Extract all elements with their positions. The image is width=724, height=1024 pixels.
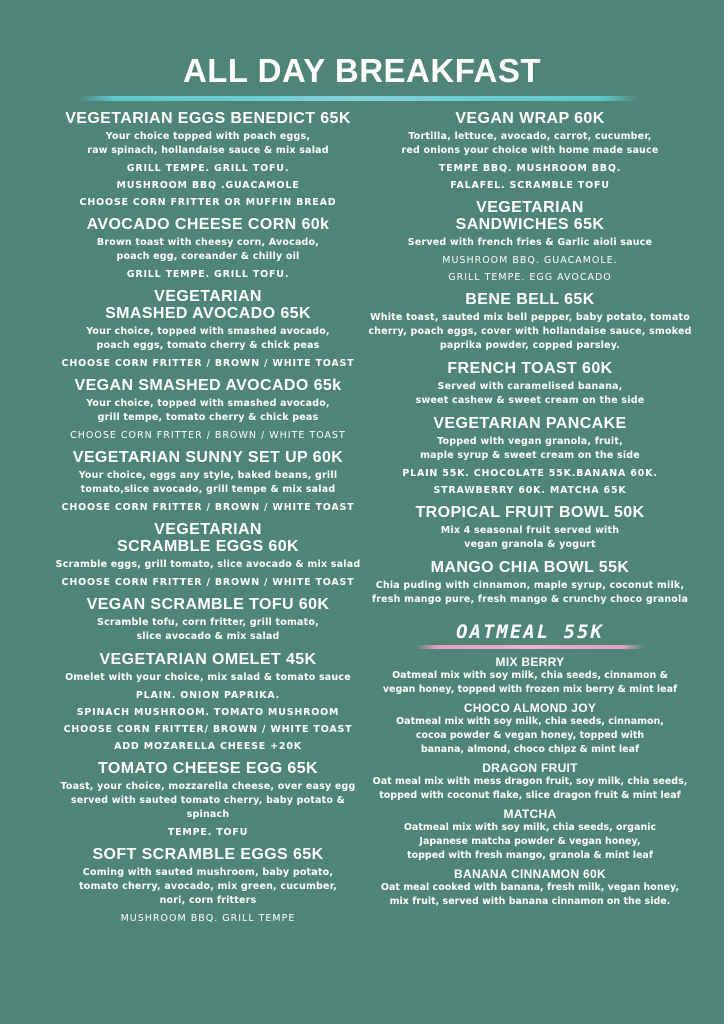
item-name: [365, 291, 695, 308]
item-name-line: TOMATO CHEESE EGG 65K: [97, 760, 318, 777]
item-description: fresh mango pure, fresh mango & crunchy choco granola: [371, 594, 689, 605]
item-description: sweet cashew & sweet cream on the side: [415, 395, 645, 406]
item-name-line: VEGETARIAN PANCAKE: [433, 415, 627, 432]
oatmeal-description-line: cocoa powder & vegan honey, topped with: [415, 730, 645, 741]
oatmeal-item-description: [365, 821, 695, 863]
item-description: Your choice, topped with smashed avocado,: [86, 398, 330, 409]
menu-item: [52, 651, 364, 753]
item-name-line: SANDWICHES 65K: [455, 216, 605, 233]
item-description: tomato,slice avocado, grill tempe & mix salad: [80, 484, 336, 495]
item-options: CHOOSE CORN FRITTER / BROWN / WHITE TOAST: [61, 577, 355, 588]
item-options: CHOOSE CORN FRITTER / BROWN / WHITE TOAST: [70, 430, 346, 441]
item-options: MUSHROOM BBQ. GRILL TEMPE: [120, 913, 296, 924]
item-options: CHOOSE CORN FRITTER / BROWN / WHITE TOAST: [61, 502, 355, 513]
item-description: maple syrup & sweet cream on the side: [420, 450, 640, 461]
item-name: [52, 521, 364, 555]
title-underline: [78, 96, 638, 101]
item-description: Scramble eggs, grill tomato, slice avocado & mix salad: [55, 559, 361, 570]
item-name: [365, 504, 695, 521]
oatmeal-description-line: Oatmeal mix with soy milk, chia seeds, cinnamon &: [392, 670, 668, 681]
item-description: vegan granola & yogurt: [464, 539, 596, 550]
item-name: [365, 110, 695, 127]
item-options: CHOOSE CORN FRITTER/ BROWN / WHITE TOAST: [63, 724, 353, 735]
oatmeal-item-name: BANANA CINNAMON 60K: [454, 867, 606, 881]
item-name-line: VEGAN SCRAMBLE TOFU 60K: [86, 596, 330, 613]
item-name-line: MANGO CHIA BOWL 55K: [430, 559, 630, 576]
item-options: PLAIN. ONION PAPRIKA.: [135, 690, 281, 701]
item-name: [52, 216, 364, 233]
item-name-line: VEGETARIAN EGGS BENEDICT 65K: [65, 110, 351, 127]
item-description: poach egg, coreander & chilly oil: [116, 251, 300, 262]
item-description: Your choice, eggs any style, baked beans, grill: [78, 470, 338, 481]
oatmeal-description-line: topped with fresh mango, granola & mint leaf: [407, 850, 653, 861]
item-options: GRILL TEMPE. GRILL TOFU.: [126, 163, 290, 174]
item-name-line: VEGAN WRAP 60K: [455, 110, 605, 127]
item-description: poach eggs, tomato cherry & chick peas: [96, 340, 320, 351]
menu-item: [52, 521, 364, 589]
item-options: GRILL TEMPE. EGG AVOCADO: [448, 272, 612, 283]
item-options: SPINACH MUSHROOM. TOMATO MUSHROOM: [76, 707, 340, 718]
item-options: MUSHROOM BBQ .GUACAMOLE: [116, 180, 300, 191]
item-name: [52, 288, 364, 322]
menu-item: [52, 288, 364, 370]
oatmeal-item-description: [365, 881, 695, 909]
oatmeal-description-line: topped with coconut flake, slice dragon fruit & mint leaf: [379, 790, 681, 801]
oatmeal-section: [365, 621, 695, 909]
item-name-line: VEGETARIAN OMELET 45K: [99, 651, 317, 668]
item-description: grill tempe, tomato cherry & chick peas: [97, 412, 319, 423]
item-description: Your choice topped with poach eggs,: [105, 131, 311, 142]
item-description: Brown toast with cheesy corn, Avocado,: [96, 237, 320, 248]
oatmeal-item-name: MIX BERRY: [495, 655, 565, 669]
item-name-line: SOFT SCRAMBLE EGGS 65K: [92, 846, 324, 863]
oatmeal-item-name: DRAGON FRUIT: [482, 761, 578, 775]
oatmeal-item-description: [365, 669, 695, 697]
menu-item: [365, 504, 695, 552]
item-options: TEMPE BBQ. MUSHROOM BBQ.: [438, 163, 622, 174]
item-name-line: VEGETARIAN: [154, 288, 262, 305]
item-description: Omelet with your choice, mix salad & tomato sauce: [65, 672, 351, 683]
menu-item: [52, 110, 364, 209]
menu-item: [52, 760, 364, 839]
item-name-line: VEGAN SMASHED AVOCADO 65k: [74, 377, 342, 394]
oatmeal-title: OATMEAL 55K: [456, 621, 604, 643]
item-name-line: BENE BELL 65K: [465, 291, 595, 308]
oatmeal-description-line: Oatmeal mix with soy milk, chia seeds, cinnamon,: [396, 716, 664, 727]
menu-item: [365, 360, 695, 408]
oatmeal-description-line: Japanese matcha powder & vegan honey,: [419, 836, 641, 847]
menu-item: [52, 377, 364, 442]
item-description: Mix 4 seasonal fruit served with: [440, 525, 620, 536]
oatmeal-description-line: banana, almond, choco chipz & mint leaf: [420, 744, 640, 755]
item-name-line: FRENCH TOAST 60K: [447, 360, 613, 377]
menu-item: [365, 415, 695, 497]
item-description: Topped with vegan granola, fruit,: [437, 436, 623, 447]
item-options: CHOOSE CORN FRITTER / BROWN / WHITE TOAST: [61, 358, 355, 369]
item-description: Coming with sauted mushroom, baby potato,: [82, 867, 334, 878]
menu-item: [52, 216, 364, 281]
oatmeal-description-line: Oat meal cooked with banana, fresh milk, vegan honey,: [380, 882, 680, 893]
item-name-line: SMASHED AVOCADO 65K: [105, 305, 311, 322]
item-description: Served with french fries & Garlic aioli sauce: [407, 237, 653, 248]
item-description: Scramble tofu, corn fritter, grill tomato,: [97, 617, 319, 628]
oatmeal-item-description: [365, 715, 695, 757]
item-name: [52, 449, 364, 466]
item-description: tomato cherry, avocado, mix green, cucumber,: [78, 881, 338, 892]
item-description: Tortilla, lettuce, avocado, carrot, cucumber,: [408, 131, 652, 142]
right-menu-items: [365, 110, 695, 607]
oatmeal-description-line: Oatmeal mix with soy milk, chia seeds, organic: [403, 822, 657, 833]
menu-title: ALL DAY BREAKFAST: [182, 52, 542, 89]
menu-item: [52, 449, 364, 514]
item-name: [365, 415, 695, 432]
oatmeal-item-name: MATCHA: [503, 807, 557, 821]
item-options: ADD MOZARELLA CHEESE +20K: [114, 741, 302, 752]
item-description: Served with caramelised banana,: [437, 381, 623, 392]
oatmeal-item-name: CHOCO ALMOND JOY: [463, 701, 597, 715]
oatmeal-underline: [415, 645, 645, 649]
item-name: [365, 199, 695, 233]
item-name: [52, 377, 364, 394]
oatmeal-description-line: vegan honey, topped with frozen mix berry & mint leaf: [382, 684, 678, 695]
item-name-line: VEGETARIAN SUNNY SET UP 60K: [72, 449, 344, 466]
item-options: STRAWBERRY 60K. MATCHA 65K: [433, 485, 627, 496]
item-description: red onions your choice with home made sauce: [401, 145, 659, 156]
item-name-line: VEGETARIAN: [476, 199, 584, 216]
item-options: GRILL TEMPE. GRILL TOFU.: [126, 269, 290, 280]
oatmeal-description-line: Oat meal mix with mess dragon fruit, soy milk, chia seeds,: [372, 776, 688, 787]
item-description: raw spinach, hollandaise sauce & mix salad: [87, 145, 329, 156]
menu-item: [365, 199, 695, 284]
menu-item: [365, 110, 695, 192]
item-name: [365, 360, 695, 377]
item-name: [52, 760, 364, 777]
item-description: nori, corn fritters: [159, 895, 257, 906]
oatmeal-description-line: mix fruit, served with banana cinnamon on the side.: [389, 896, 671, 907]
menu-item: [365, 559, 695, 607]
item-name: [52, 651, 364, 668]
item-description: Your choice, topped with smashed avocado,: [86, 326, 330, 337]
item-description: cherry, poach eggs, cover with hollandaise sauce, smoked: [368, 326, 692, 337]
item-name: [52, 596, 364, 613]
oatmeal-items: [365, 655, 695, 909]
item-options: MUSHROOM BBQ. GUACAMOLE.: [442, 255, 618, 266]
item-name-line: TROPICAL FRUIT BOWL 50K: [415, 504, 645, 521]
menu-item: [52, 846, 364, 925]
left-menu-column: [52, 110, 364, 932]
item-description: Toast, your choice, mozzarella cheese, over easy egg: [60, 781, 356, 792]
menu-item: [52, 596, 364, 644]
item-description: served with sauted tomato cherry, baby potato & spinach: [70, 795, 346, 820]
item-options: CHOOSE CORN FRITTER OR MUFFIN BREAD: [79, 197, 337, 208]
item-name: [52, 846, 364, 863]
item-name: [365, 559, 695, 576]
item-name-line: SCRAMBLE EGGS 60K: [117, 538, 299, 555]
item-name-line: VEGETARIAN: [154, 521, 262, 538]
item-name-line: AVOCADO CHEESE CORN 60k: [86, 216, 330, 233]
menu-item: [365, 291, 695, 353]
item-description: paprika powder, copped parsley.: [439, 340, 621, 351]
item-options: PLAIN 55K. CHOCOLATE 55K.BANANA 60K.: [402, 468, 658, 479]
item-name: [52, 110, 364, 127]
item-options: TEMPE. TOFU: [167, 827, 249, 838]
item-options: FALAFEL. SCRAMBLE TOFU: [450, 180, 610, 191]
oatmeal-item-description: [365, 775, 695, 803]
item-description: slice avocado & mix salad: [136, 631, 280, 642]
item-description: White toast, sauted mix bell pepper, baby potato, tomato: [370, 312, 690, 323]
right-menu-column: [365, 110, 695, 913]
item-description: Chia puding with cinnamon, maple syrup, coconut milk,: [375, 580, 685, 591]
